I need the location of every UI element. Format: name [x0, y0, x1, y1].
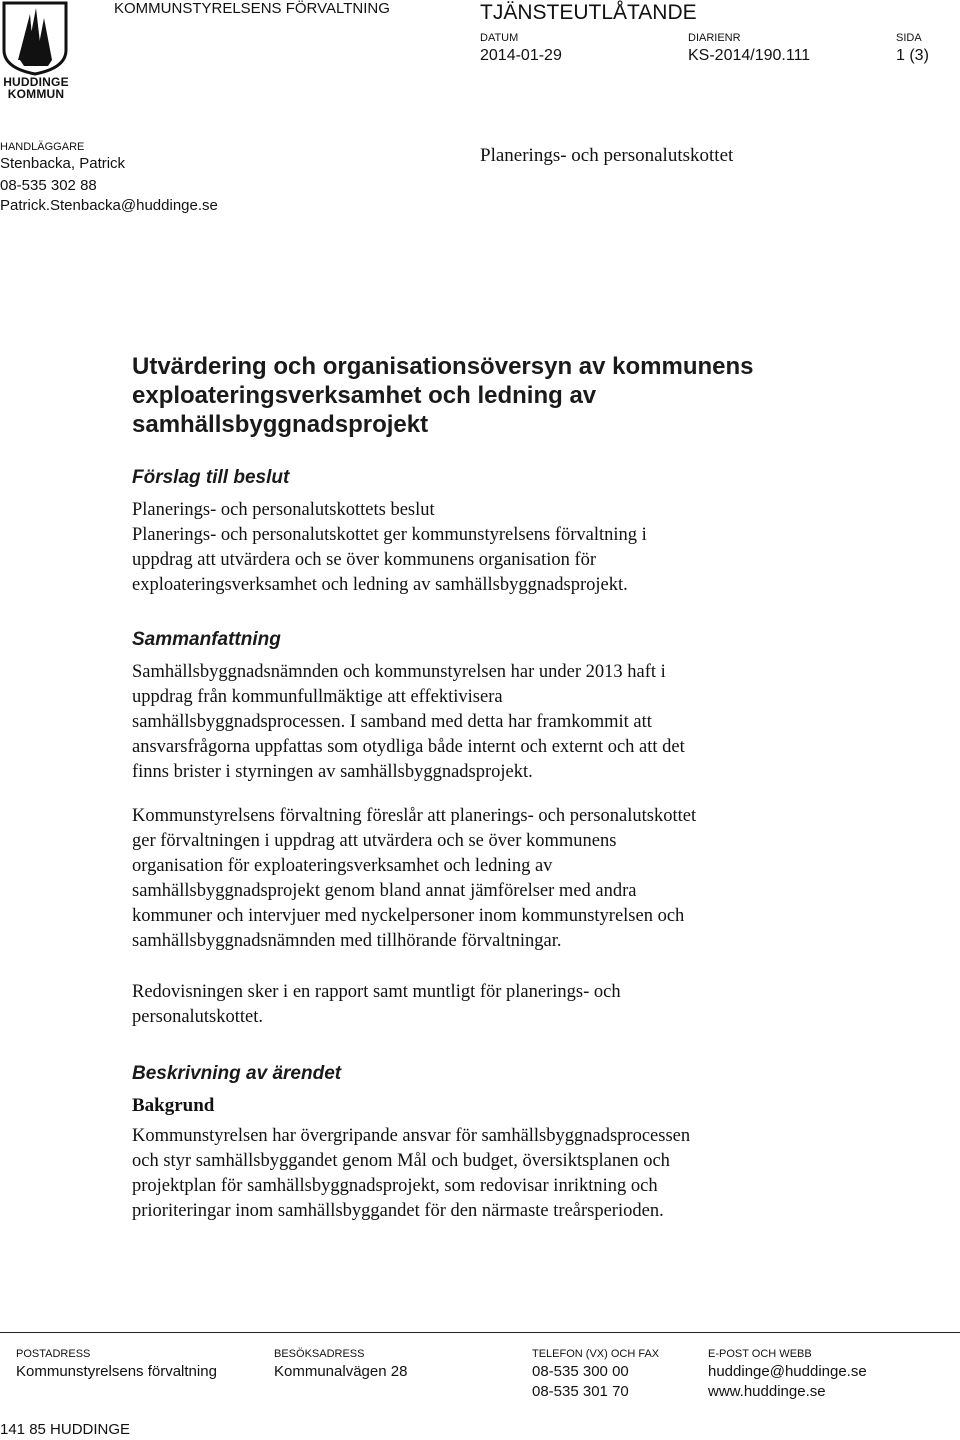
document-type: TJÄNSTEUTLÅTANDE — [480, 1, 697, 24]
text-line: ansvarsfrågorna uppfattas som otydliga både internt och externt och att det — [132, 737, 685, 757]
text-line: kommuner och intervjuer med nyckelpersoner inom kommunstyrelsen och — [132, 906, 685, 926]
telefon-value: 08-535 300 00 — [532, 1363, 629, 1380]
postadress-label: POSTADRESS — [16, 1348, 91, 1360]
postadress-line-2: 141 85 HUDDINGE — [0, 1421, 131, 1438]
text-line: uppdrag från kommunfullmäktige att effektivisera — [132, 687, 503, 707]
logo-text-line-1: HUDDINGE — [3, 75, 69, 89]
organization-name: KOMMUNSTYRELSENS FÖRVALTNING — [114, 0, 390, 17]
epost-link[interactable]: huddinge@huddinge.se — [708, 1363, 867, 1380]
text-line: ger förvaltningen i uppdrag att utvärdera och se över kommunens — [132, 831, 617, 851]
bakgrund-subheading: Bakgrund — [132, 1095, 215, 1116]
sammanfattning-paragraph-2 — [132, 804, 892, 954]
text-line: finns brister i styrningen av samhällsbyggnadsprojekt. — [132, 762, 533, 782]
handlaggare-name: Stenbacka, Patrick — [0, 155, 126, 172]
title-line: samhällsbyggnadsprojekt — [132, 411, 429, 438]
forslag-heading: Förslag till beslut — [132, 467, 290, 488]
sida-value: 1 (3) — [896, 47, 929, 64]
besoksadress-label: BESÖKSADRESS — [274, 1348, 365, 1360]
text-line: uppdrag att utvärdera och se över kommunens organisation för — [132, 550, 597, 570]
diarienr-label: DIARIENR — [688, 32, 741, 44]
telefon-label: TELEFON (VX) OCH FAX — [532, 1348, 660, 1360]
sida-label: SIDA — [896, 32, 922, 44]
page-title — [132, 352, 832, 439]
handlaggare-label: HANDLÄGGARE — [0, 141, 85, 153]
text-line: samhällsbyggnadsprocessen. I samband med detta har framkommit att — [132, 712, 652, 732]
text-line: Kommunstyrelsen har övergripande ansvar för samhällsbyggnadsprocessen — [132, 1126, 691, 1146]
postadress-line-1: Kommunstyrelsens förvaltning — [16, 1363, 217, 1380]
text-line: exploateringsverksamhet och ledning av samhällsbyggnadsprojekt. — [132, 575, 628, 595]
text-line: Planerings- och personalutskottets beslut — [132, 500, 435, 520]
text-line: prioriteringar inom samhällsbyggandet för den närmaste treårsperioden. — [132, 1201, 664, 1221]
forslag-text — [132, 498, 892, 598]
text-line: Planerings- och personalutskottet ger kommunstyrelsens förvaltning i — [132, 525, 647, 545]
text-line: Kommunstyrelsens förvaltning föreslår att planerings- och personalutskottet — [132, 806, 697, 826]
text-line: samhällsbyggnadsprojekt genom bland annat jämförelser med andra — [132, 881, 637, 901]
datum-value: 2014-01-29 — [480, 47, 562, 64]
text-line: Redovisningen sker i en rapport samt muntligt för planerings- och — [132, 982, 621, 1002]
title-line: Utvärdering och organisationsöversyn av kommunens — [132, 353, 754, 380]
text-line: och styr samhällsbyggandet genom Mål och budget, översiktsplanen och — [132, 1151, 670, 1171]
footer-divider — [0, 1332, 960, 1333]
sammanfattning-paragraph-1 — [132, 660, 892, 785]
text-line: Samhällsbyggnadsnämnden och kommunstyrelsen har under 2013 haft i — [132, 662, 666, 682]
epost-label: E-POST OCH WEBB — [708, 1348, 812, 1360]
logo-text — [0, 76, 72, 100]
sammanfattning-heading: Sammanfattning — [132, 629, 281, 650]
text-line: samhällsbyggnadsnämnden med tillhörande förvaltningar. — [132, 931, 562, 951]
webb-link[interactable]: www.huddinge.se — [708, 1383, 826, 1400]
title-line: exploateringsverksamhet och ledning av — [132, 382, 597, 409]
text-line: organisation för exploateringsverksamhet och ledning av — [132, 856, 553, 876]
text-line: personalutskottet. — [132, 1007, 264, 1027]
handlaggare-phone: 08-535 302 88 — [0, 177, 97, 194]
diarienr-value: KS-2014/190.111 — [688, 47, 811, 64]
datum-label: DATUM — [480, 32, 519, 44]
beskrivning-heading: Beskrivning av ärendet — [132, 1063, 342, 1084]
handlaggare-email: Patrick.Stenbacka@huddinge.se — [0, 197, 218, 214]
besoksadress-value: Kommunalvägen 28 — [274, 1363, 408, 1380]
bakgrund-text — [132, 1124, 892, 1224]
sammanfattning-paragraph-3 — [132, 980, 892, 1030]
text-line: projektplan för samhällsbyggnadsprojekt, som redovisar inriktning och — [132, 1176, 658, 1196]
fax-value: 08-535 301 70 — [532, 1383, 629, 1400]
logo-text-line-2: KOMMUN — [7, 87, 65, 101]
recipient: Planerings- och personalutskottet — [480, 145, 734, 166]
huddinge-crest-icon — [0, 0, 70, 76]
